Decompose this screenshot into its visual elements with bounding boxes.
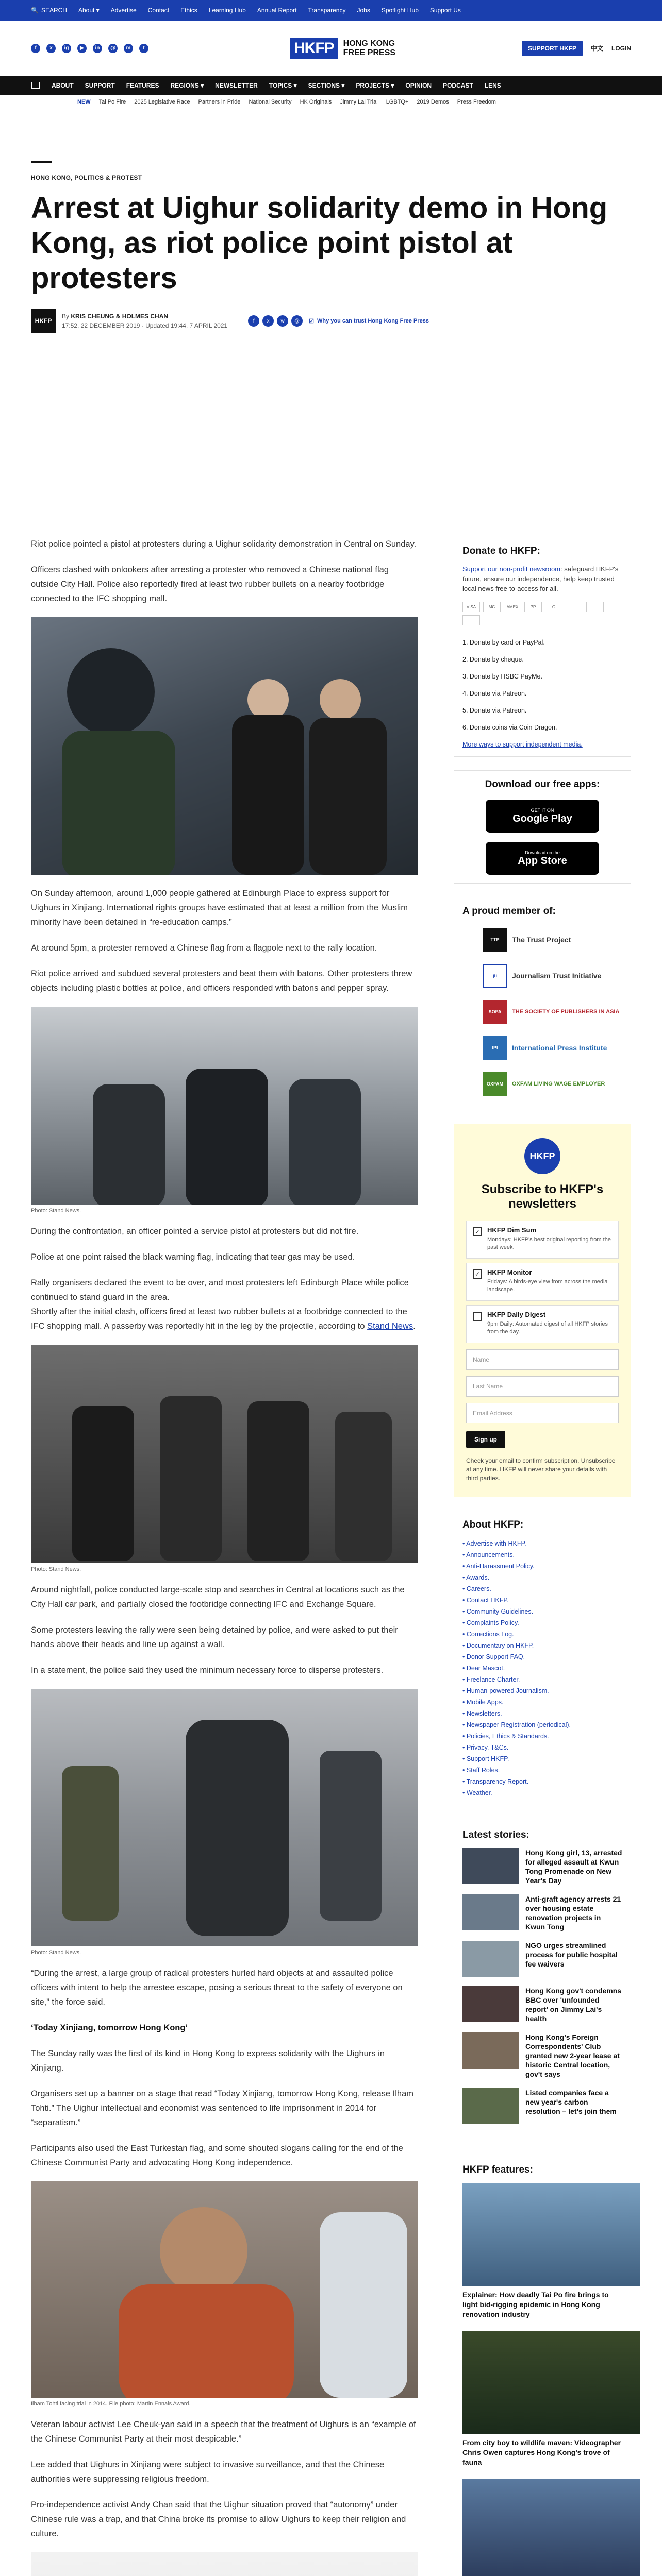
jti-icon: jti (483, 964, 507, 988)
support-hkfp-button[interactable]: SUPPORT HKFP (522, 41, 583, 56)
donate-box (454, 537, 631, 757)
trending-link[interactable]: Tai Po Fire (98, 98, 126, 105)
paragraph: Officers clashed with onlookers after arresting a protester who removed a Chinese national flag outside City Hall. Police also reportedly fired at least two rubber bullets on a nearby footbridge connected to the IFC shopping mall. (31, 565, 389, 603)
newsletter-option[interactable] (466, 1221, 619, 1259)
about-link[interactable]: • Newspaper Registration (periodical). (462, 1719, 622, 1731)
paragraph: In a statement, the police said they used the minimum necessary force to disperse protesters. (31, 1666, 384, 1675)
apps-title: Download our free apps: (485, 779, 600, 790)
paragraph: Lee added that Uighurs in Xinjiang were subject to invasive surveillance, and that the Chinese authorities were suppressing religious freedom. (31, 2460, 385, 2484)
member-name: THE SOCIETY OF PUBLISHERS IN ASIA (512, 1009, 620, 1015)
newsletter-option-desc: Fridays: A birds-eye view from across the media landscape. (487, 1279, 608, 1293)
top-bar (0, 0, 662, 21)
article-photo-search (31, 1345, 418, 1563)
about-title: About HKFP: (462, 1519, 524, 1530)
about-link[interactable]: • Staff Roles. (462, 1765, 622, 1776)
mastercard-icon: MC (483, 602, 501, 612)
trust-link[interactable] (309, 318, 429, 325)
story-item[interactable] (462, 1941, 622, 1977)
language-switch[interactable]: 中文 (590, 45, 603, 52)
member-org[interactable] (483, 1071, 622, 1097)
email-field[interactable]: Email Address (466, 1403, 619, 1423)
top-link-jobs[interactable]: Jobs (357, 7, 370, 14)
search-icon: 🔍 (31, 7, 39, 14)
visa-icon: VISA (462, 602, 480, 612)
nav-support[interactable]: SUPPORT (85, 82, 115, 89)
about-link[interactable]: • Human-powered Journalism. (462, 1685, 622, 1697)
donate-option[interactable]: 5. Donate via Patreon. (462, 702, 622, 719)
story-item[interactable] (462, 1986, 622, 2023)
article-body (31, 537, 418, 2576)
article-title: Arrest at Uighur solidarity demo in Hong Kong, as riot police point pistol at protesters (31, 191, 608, 295)
site-header (0, 21, 662, 76)
share-buttons (248, 315, 303, 327)
donate-intro-link[interactable]: Support our non-profit newsroom (462, 565, 561, 573)
author-names[interactable]: KRIS CHEUNG & HOLMES CHAN (71, 313, 169, 320)
nav-podcast[interactable]: PODCAST (443, 82, 473, 89)
newsletter-box (454, 1124, 631, 1497)
donate-title: Donate to HKFP: (462, 546, 540, 556)
logo-line-1: HONG KONG (343, 39, 395, 48)
paragraph: Riot police arrived and subdued several protesters and beat them with batons. Other protesters threw objects including plastic bottles at police, and officers responded with batons and pepper spray. (31, 969, 412, 993)
photo-caption: Photo: Stand News. (31, 1566, 81, 1572)
paragraph: On Sunday afternoon, around 1,000 people gathered at Edinburgh Place to express support for Uighurs in Xinjiang. International rights groups have estimated that at least a million from the Muslim minority have been detained in “re-education camps.” (31, 889, 408, 927)
name-field[interactable]: Name (466, 1349, 619, 1370)
ipi-icon: IPI (483, 1036, 507, 1060)
story-item[interactable] (462, 1848, 622, 1885)
feature-item[interactable] (462, 2331, 622, 2467)
youtube-icon[interactable]: ▶ (77, 44, 87, 53)
google-pay-icon: G (545, 602, 562, 612)
shield-icon: ☑ (309, 318, 314, 325)
newsletter-option[interactable] (466, 1263, 619, 1301)
about-link[interactable]: • Newsletters. (462, 1708, 622, 1719)
sidebar (454, 537, 631, 2576)
about-link[interactable]: • Privacy, T&Cs. (462, 1742, 622, 1753)
story-item[interactable] (462, 1894, 622, 1931)
trending-link[interactable]: LGBTQ+ (386, 98, 409, 105)
stand-news-link[interactable]: Stand News (367, 1321, 413, 1331)
photo-caption: Ilham Tohti facing trial in 2014. File photo: Martin Ennals Award. (31, 2401, 191, 2407)
nav-sections[interactable]: SECTIONS ▾ (308, 82, 345, 89)
features-title: HKFP features: (462, 2164, 533, 2175)
paragraph-text: Shortly after the initial clash, officers fired at least two rubber bullets at a footbridge connected to the IFC shopping mall. A passerby was reportedly hit in the leg by the projectile, according to (31, 1307, 407, 1331)
about-link[interactable]: • Advertise with HKFP. (462, 1538, 622, 1549)
trust-link-label: Why you can trust Hong Kong Free Press (317, 318, 429, 324)
top-link-transparency[interactable]: Transparency (308, 7, 346, 14)
story-title: Listed companies face a new year's carbon resolution – let's join them (525, 2089, 617, 2115)
apple-pay-icon (566, 602, 583, 612)
top-link-learning-hub[interactable]: Learning Hub (208, 7, 246, 14)
story-title: Hong Kong gov't condemns BBC over 'unfounded report' on Jimmy Lai's health (525, 1987, 622, 2023)
member-org[interactable] (483, 926, 622, 953)
article-photo-baton (31, 1689, 418, 1946)
search-button[interactable] (31, 7, 67, 14)
paragraph: Pro-independence activist Andy Chan said that the Uighur situation proved that “autonomy” under Chinese rule was a trap, and that China broke its promise to allow Uighurs to keep their religion and culture. (31, 2500, 406, 2538)
story-thumbnail (462, 1848, 519, 1884)
donate-option[interactable]: 6. Donate coins via Coin Dragon. (462, 719, 622, 736)
oxfam-icon: OXFAM (483, 1072, 507, 1096)
paragraph: During the confrontation, an officer pointed a service pistol at protesters but did not fire. (31, 1227, 359, 1236)
member-name: The Trust Project (512, 936, 571, 944)
paragraph: Police at one point raised the black warning flag, indicating that tear gas may be used. (31, 1252, 355, 1262)
top-link-contact[interactable]: Contact (147, 7, 170, 14)
donate-intro (462, 564, 622, 594)
main-nav (0, 76, 662, 95)
trending-link[interactable]: 2019 Demos (417, 98, 449, 105)
trending-link[interactable]: Partners in Pride (198, 98, 241, 105)
top-link-annual-report[interactable]: Annual Report (257, 7, 297, 14)
share-whatsapp-icon[interactable]: w (277, 315, 288, 327)
more-ways-link[interactable]: More ways to support independent media. (462, 741, 583, 748)
site-logo[interactable] (290, 38, 395, 59)
paragraph: Rally organisers declared the event to be over, and most protesters left Edinburgh Place while police continued to stand guard in the area. Shortly after the initial clash, officers fired at least two rubber bullets at a footbridge connected to the IFC shopping mall. A passerby was reportedly hit in the leg by the projectile, according to Stand News. (31, 1278, 416, 1331)
features-box (454, 2156, 631, 2576)
latest-stories-box (454, 1821, 631, 2142)
story-item[interactable] (462, 2088, 622, 2124)
top-link-spotlight-hub[interactable]: Spotlight Hub (381, 7, 419, 14)
about-link[interactable]: • Complaints Policy. (462, 1617, 622, 1629)
x-icon[interactable]: x (46, 44, 56, 53)
newsletter-option[interactable] (466, 1305, 619, 1343)
nav-topics[interactable]: TOPICS ▾ (269, 82, 297, 89)
donate-option[interactable]: 4. Donate via Patreon. (462, 685, 622, 702)
about-link[interactable]: • Corrections Log. (462, 1629, 622, 1640)
patreon-icon (462, 615, 480, 625)
byline-prefix: By (62, 313, 70, 320)
nav-features[interactable]: FEATURES (126, 82, 159, 89)
about-link[interactable]: • Documentary on HKFP. (462, 1640, 622, 1651)
article-category[interactable]: HONG KONG, POLITICS & PROTEST (31, 174, 142, 181)
paragraph: Around nightfall, police conducted large-scale stop and searches in Central at locations such as the City Hall car park, and partially closed the footbridge connecting IFC and Exchange Square. (31, 1585, 405, 1609)
about-link[interactable]: • Freelance Charter. (462, 1674, 622, 1685)
story-thumbnail (462, 1986, 519, 2022)
feature-title: From city boy to wildlife maven: Videographer Chris Owen captures Hong Kong's trove of fauna (462, 2438, 621, 2466)
newsletter-option-title: HKFP Monitor (487, 1268, 532, 1276)
nav-projects[interactable]: PROJECTS ▾ (356, 82, 394, 89)
google-play-big: Google Play (512, 812, 572, 824)
paragraph: Participants also used the East Turkestan flag, and some shouted slogans calling for the end of the Chinese Communist Party and advocating Hong Kong independence. (31, 2144, 403, 2167)
about-link[interactable]: • Mobile Apps. (462, 1697, 622, 1708)
about-link[interactable]: • Policies, Ethics & Standards. (462, 1731, 622, 1742)
about-link[interactable]: • Community Guidelines. (462, 1606, 622, 1617)
newsletter-option-title: HKFP Daily Digest (487, 1311, 546, 1318)
paragraph: At around 5pm, a protester removed a Chinese flag from a flagpole next to the rally location. (31, 943, 377, 953)
share-email-icon[interactable]: @ (291, 315, 303, 327)
article-photo-clash (31, 1007, 418, 1205)
author-avatar: HKFP (31, 309, 56, 333)
social-links (31, 44, 227, 53)
header-actions (522, 41, 631, 56)
paragraph: Veteran labour activist Lee Cheuk-yan said in a speech that the treatment of Uighurs is an “example of the Chinese Communist Party at their most despicable.” (31, 2420, 416, 2444)
about-link[interactable]: • Support HKFP. (462, 1753, 622, 1765)
paragraph: Some protesters leaving the rally were seen being detained by police, and were asked to put their hands above their heads and line up against a wall. (31, 1625, 398, 1649)
story-thumbnail (462, 1894, 519, 1930)
telegram-icon[interactable]: t (139, 44, 148, 53)
newsletter-option-desc: 9pm Daily: Automated digest of all HKFP stories from the day. (487, 1321, 608, 1335)
app-store-small: Download on the (525, 850, 560, 855)
paragraph: Riot police pointed a pistol at protesters during a Uighur solidarity demonstration in Central on Sunday. (31, 539, 417, 549)
logo-text (343, 39, 395, 58)
member-org[interactable] (483, 998, 622, 1025)
feature-image (462, 2479, 640, 2576)
trending-bar (0, 95, 662, 109)
article-photo-andy-chan (31, 2552, 418, 2576)
paragraph: The Sunday rally was the first of its kind in Hong Kong to express solidarity with the Uighurs in Xinjiang. (31, 2049, 385, 2073)
nav-opinion[interactable]: OPINION (405, 82, 432, 89)
paragraph: “During the arrest, a large group of radical protesters hurled hard objects at and assaulted police officers with intent to help the arrestee escape, posing a serious threat to the safety of everyone on site,” the force said. (31, 1969, 403, 2007)
sopa-icon: SOPA (483, 1000, 507, 1024)
paragraph-text: Rally organisers declared the event to be over, and most protesters left Edinburgh Place while police continued to stand guard in the area. (31, 1278, 409, 1302)
apps-box (454, 770, 631, 884)
payme-icon (586, 602, 604, 612)
about-link[interactable]: • Transparency Report. (462, 1776, 622, 1787)
membership-title: A proud member of: (462, 906, 556, 917)
about-link[interactable]: • Weather. (462, 1787, 622, 1799)
trust-project-icon: TTP (483, 928, 507, 952)
search-label: SEARCH (41, 7, 67, 14)
about-link[interactable]: • Donor Support FAQ. (462, 1651, 622, 1663)
signup-button[interactable]: Sign up (466, 1431, 505, 1448)
last-name-field[interactable]: Last Name (466, 1376, 619, 1397)
about-link[interactable]: • Contact HKFP. (462, 1595, 622, 1606)
login-link[interactable]: LOGIN (611, 44, 631, 52)
facebook-icon[interactable]: f (31, 44, 40, 53)
about-link[interactable]: • Anti-Harassment Policy. (462, 1561, 622, 1572)
checkbox-icon[interactable] (473, 1312, 482, 1321)
feature-title: Explainer: How deadly Tai Po fire brings to light bid-rigging epidemic in Hong Kong renovation industry (462, 2291, 609, 2318)
article-photo-tohti (31, 2181, 418, 2398)
member-name: Journalism Trust Initiative (512, 972, 602, 980)
new-label: NEW (77, 98, 91, 105)
checkbox-checked-icon[interactable]: ✓ (473, 1227, 482, 1236)
member-org[interactable] (483, 1035, 622, 1061)
title-rule (31, 161, 52, 163)
trending-link[interactable]: HK Originals (300, 98, 332, 105)
story-thumbnail (462, 1941, 519, 1977)
top-link-support-us[interactable]: Support Us (429, 7, 461, 14)
share-x-icon[interactable]: x (262, 315, 274, 327)
byline-meta (62, 312, 227, 330)
feature-image (462, 2331, 640, 2434)
donate-option[interactable]: 2. Donate by cheque. (462, 651, 622, 668)
nav-regions[interactable]: REGIONS ▾ (170, 82, 204, 89)
newsletter-option-desc: Mondays: HKFP's best original reporting from the past week. (487, 1236, 611, 1250)
newsletter-title: Subscribe to HKFP's newsletters (481, 1182, 604, 1211)
logo-mark: HKFP (290, 38, 338, 59)
share-facebook-icon[interactable]: f (248, 315, 259, 327)
mastodon-icon[interactable]: m (124, 44, 133, 53)
donate-option[interactable]: 1. Donate by card or PayPal. (462, 634, 622, 651)
about-box (454, 1511, 631, 1807)
paragraph: Organisers set up a banner on a stage that read “Today Xinjiang, tomorrow Hong Kong, release Ilham Tohti.” The Uighur intellectual and economist was sentenced to life imprisonment in 2014 for “separatism.” (31, 2089, 414, 2127)
about-link[interactable]: • Awards. (462, 1572, 622, 1583)
home-icon[interactable] (31, 82, 40, 89)
feature-item[interactable] (462, 2183, 622, 2319)
subheading: ‘Today Xinjiang, tomorrow Hong Kong’ (31, 2023, 188, 2032)
membership-box (454, 897, 631, 1110)
story-title: Hong Kong girl, 13, arrested for alleged assault at Kwun Tong Promenade on New Year's Day (525, 1849, 622, 1885)
photo-caption: Photo: Stand News. (31, 1950, 81, 1956)
newsletter-note: Check your email to confirm subscription. Unsubscribe at any time. HKFP will never share your details with third parties. (466, 1457, 616, 1482)
donate-option[interactable]: 3. Donate by HSBC PayMe. (462, 668, 622, 685)
trending-link[interactable]: Press Freedom (457, 98, 496, 105)
threads-icon[interactable]: @ (108, 44, 118, 53)
member-org[interactable] (483, 962, 622, 989)
trending-link[interactable]: 2025 Legislative Race (134, 98, 190, 105)
newsletter-logo: HKFP (524, 1138, 560, 1174)
logo-line-2: FREE PRESS (343, 48, 396, 57)
app-store-button[interactable] (486, 842, 599, 875)
donate-intro-text: : safeguard HKFP's future, ensure our independence, help keep trusted local news free-to-access for all. (462, 565, 619, 592)
app-store-big: App Store (518, 855, 567, 867)
trending-link[interactable]: National Security (249, 98, 292, 105)
article-photo-police (31, 617, 418, 875)
story-thumbnail (462, 2032, 519, 2069)
story-title: Hong Kong's Foreign Correspondents' Club granted new 2-year lease at historic Central location, gov't says (525, 2033, 620, 2078)
photo-caption: Photo: Stand News. (31, 1208, 81, 1214)
nav-lens[interactable]: LENS (484, 82, 501, 89)
amex-icon: AMEX (504, 602, 521, 612)
payment-methods (462, 602, 622, 625)
paypal-icon: PP (524, 602, 542, 612)
about-link[interactable]: • Careers. (462, 1583, 622, 1595)
newsletter-option-title: HKFP Dim Sum (487, 1226, 537, 1234)
story-item[interactable] (462, 2032, 622, 2079)
story-thumbnail (462, 2088, 519, 2124)
article-dates: 17:52, 22 DECEMBER 2019 · Updated 19:44, 7 APRIL 2021 (62, 322, 228, 329)
instagram-icon[interactable]: ig (62, 44, 71, 53)
article-container (31, 161, 631, 2538)
top-link-about[interactable]: About ▾ (78, 7, 100, 14)
linkedin-icon[interactable]: in (93, 44, 102, 53)
feature-image (462, 2183, 640, 2286)
story-title: Anti-graft agency arrests 21 over housing estate renovation projects in Kwun Tong (525, 1895, 621, 1931)
google-play-small: GET IT ON (531, 807, 554, 813)
checkbox-checked-icon[interactable]: ✓ (473, 1269, 482, 1279)
nav-newsletter[interactable]: NEWSLETTER (215, 82, 258, 89)
story-title: NGO urges streamlined process for public hospital fee waivers (525, 1941, 618, 1968)
top-links (78, 7, 461, 14)
feature-item[interactable] (462, 2479, 622, 2576)
top-link-advertise[interactable]: Advertise (110, 7, 137, 14)
latest-title: Latest stories: (462, 1829, 529, 1840)
trending-link[interactable]: Jimmy Lai Trial (340, 98, 378, 105)
byline (31, 308, 631, 334)
about-list (462, 1538, 622, 1799)
about-link[interactable]: • Dear Mascot. (462, 1663, 622, 1674)
about-link[interactable]: • Announcements. (462, 1549, 622, 1561)
google-play-button[interactable] (486, 800, 599, 833)
member-name: OXFAM LIVING WAGE EMPLOYER (512, 1081, 605, 1087)
member-name: International Press Institute (512, 1044, 607, 1052)
nav-about[interactable]: ABOUT (52, 82, 74, 89)
top-link-ethics[interactable]: Ethics (180, 7, 197, 14)
